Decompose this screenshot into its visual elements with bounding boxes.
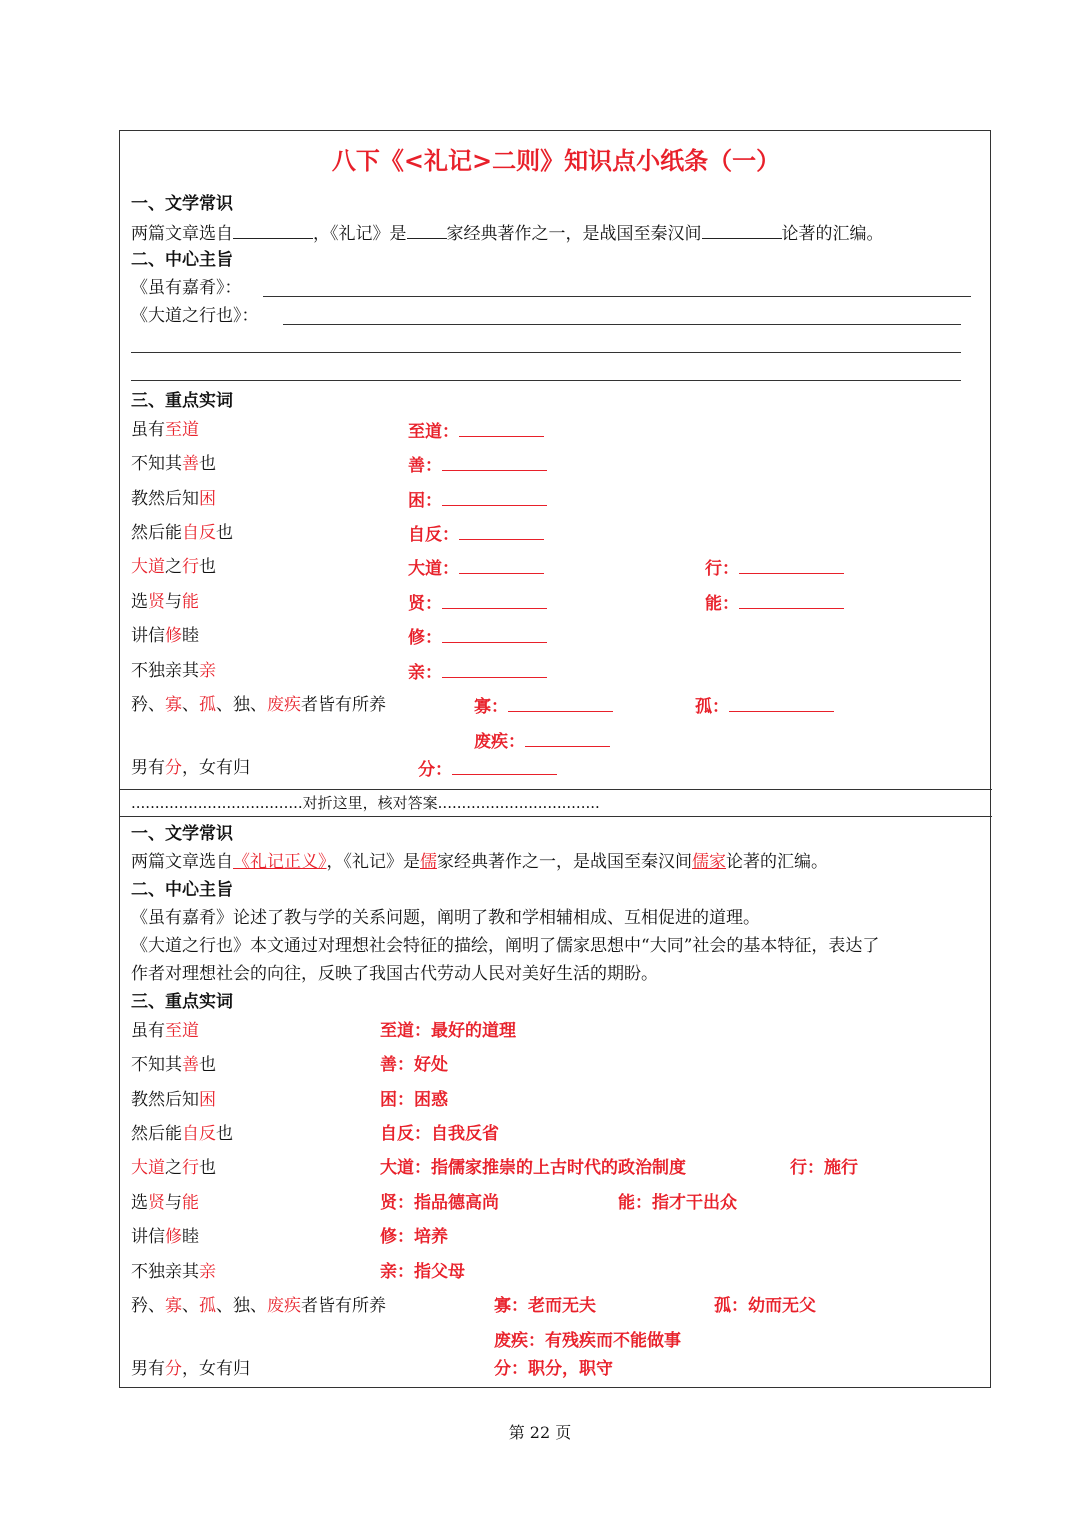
text: 、独、 [216,695,267,715]
text: 分： [418,760,452,780]
key-word: 寡 [165,695,182,715]
text: 虽有 [131,1021,165,1041]
blank[interactable] [442,591,547,609]
blank[interactable] [729,694,834,712]
text: 也 [216,1124,233,1144]
key-word: 废疾 [267,695,301,715]
vocab-phrase [131,1295,386,1317]
text: 也 [199,454,216,474]
blank-school-2[interactable] [702,221,782,239]
vocab-answer: 自反：自我反省 [380,1124,499,1144]
vocab-label [705,591,844,615]
vocab-label [408,453,547,477]
vocab-phrase [131,419,199,441]
theme-q1-label: 《虽有嘉肴》： [131,278,242,298]
bottom-heading-2: 二、中心主旨 [131,880,233,900]
key-word: 修 [165,1227,182,1247]
text: 大道： [408,559,459,579]
page-number: 第 22 页 [508,1423,572,1442]
key-word: 亲 [199,661,216,681]
blank[interactable] [459,522,544,540]
text: 与 [165,592,182,612]
key-word: 行 [182,1158,199,1178]
text: 也 [216,523,233,543]
text: 也 [199,1158,216,1178]
theme-q2-label: 《大道之行也》： [131,306,259,326]
text: 两篇文章选自 [131,852,233,872]
text: 不知其 [131,1055,182,1075]
key-word: 至道 [165,420,199,440]
text: 之 [165,557,182,577]
text: ，《礼记》是 [313,224,407,244]
theme-answer-1: 《虽有嘉肴》论述了教与学的关系问题，阐明了教和学相辅相成、互相促进的道理。 [131,908,760,928]
text: 亲： [408,663,442,683]
vocab-phrase [131,1192,199,1214]
text: 、独、 [216,1296,267,1316]
text: 家经典著作之一，是战国至秦汉间 [437,852,692,872]
key-word: 修 [165,626,182,646]
theme-answer-2a: 《大道之行也》本文通过对理想社会特征的描绘，阐明了儒家思想中“大同”社会的基本特征，表达了 [131,936,880,956]
text: 家经典著作之一，是战国至秦汉间 [446,224,702,244]
key-word: 至道 [165,1021,199,1041]
bottom-heading-1: 一、文学常识 [131,824,233,844]
key-word: 能 [182,592,199,612]
vocab-answer: 修：培养 [380,1227,448,1247]
key-word: 寡 [165,1296,182,1316]
text: 与 [165,1193,182,1213]
text: 能： [705,594,739,614]
vocab-label [408,488,547,512]
key-word: 困 [199,1090,216,1110]
key-word: 分 [165,1359,182,1379]
vocab-label [408,625,547,649]
text: 善： [408,456,442,476]
text: 也 [199,557,216,577]
fold-text: ....................................对折这里，核对答案.................................. [131,794,600,812]
text: 不知其 [131,454,182,474]
text: 不独亲其 [131,661,199,681]
vocab-answer: 行：施行 [790,1158,858,1178]
answer-line[interactable] [131,352,961,353]
vocab-label [474,729,610,753]
vocab-phrase [131,625,199,647]
key-word: 行 [182,557,199,577]
vocab-phrase [131,660,216,682]
text: 教然后知 [131,1090,199,1110]
vocab-phrase [131,757,250,779]
top-heading-2: 二、中心主旨 [131,250,233,270]
text: 贤： [408,594,442,614]
answer-line[interactable] [131,380,961,381]
theme-answer-2b: 作者对理想社会的向往，反映了我国古代劳动人民对美好生活的期盼。 [131,964,658,984]
blank[interactable] [459,419,544,437]
text: ，女有归 [182,758,250,778]
text: 男有 [131,758,165,778]
vocab-answer: 贤：指品德高尚 [380,1193,499,1213]
vocab-label [474,694,613,718]
vocab-phrase [131,1089,216,1111]
vocab-phrase [131,1123,233,1145]
text: 睦 [182,626,199,646]
text: 、 [182,1296,199,1316]
top-heading-3: 三、重点实词 [131,391,233,411]
text: 废疾： [474,732,525,752]
blank-school[interactable] [407,221,447,239]
vocab-phrase [131,591,199,613]
blank-source[interactable] [233,221,313,239]
vocab-answer: 分：职分，职守 [494,1359,613,1379]
blank[interactable] [739,591,844,609]
blank[interactable] [525,729,610,747]
text: 也 [199,1055,216,1075]
page-title: 八下《<礼记>二则》知识点小纸条（一） [331,146,781,175]
vocab-phrase [131,453,216,475]
vocab-answer: 大道：指儒家推崇的上古时代的政治制度 [380,1158,686,1178]
vocab-label [408,591,547,615]
answer: 儒 [420,852,437,872]
text: 两篇文章选自 [131,224,233,244]
text: 困： [408,491,442,511]
top-lit-line [131,221,884,245]
vocab-phrase [131,522,233,544]
text: 修： [408,628,442,648]
text: 选 [131,592,148,612]
vocab-answer: 能：指才干出众 [618,1193,737,1213]
text: 虽有 [131,420,165,440]
text: 然后能 [131,523,182,543]
vocab-answer: 孤：幼而无父 [714,1296,816,1316]
text: 者皆有所养 [301,695,386,715]
blank[interactable] [739,556,844,574]
vocab-label [695,694,834,718]
text: 睦 [182,1227,199,1247]
vocab-label [408,419,544,443]
text: 选 [131,1193,148,1213]
key-word: 大道 [131,557,165,577]
vocab-answer: 善：好处 [380,1055,448,1075]
key-word: 贤 [148,592,165,612]
key-word: 善 [182,454,199,474]
vocab-phrase [131,1020,199,1042]
text: 行： [705,559,739,579]
vocab-label [408,660,547,684]
text: 讲信 [131,626,165,646]
answer: 《礼记正义》 [233,852,327,872]
blank[interactable] [442,453,547,471]
top-heading-1: 一、文学常识 [131,194,233,214]
text: 讲信 [131,1227,165,1247]
answer-line[interactable] [283,324,961,325]
vocab-phrase [131,1358,250,1380]
text: 自反： [408,525,459,545]
text: ，女有归 [182,1359,250,1379]
text: 教然后知 [131,489,199,509]
bottom-lit-line [131,851,828,873]
text: 寡： [474,697,508,717]
text: 男有 [131,1359,165,1379]
vocab-answer: 困：困惑 [380,1090,448,1110]
blank[interactable] [459,556,544,574]
text: 不独亲其 [131,1262,199,1282]
answer: 儒家 [692,852,726,872]
key-word: 自反 [182,1124,216,1144]
key-word: 孤 [199,695,216,715]
blank[interactable] [452,757,557,775]
key-word: 孤 [199,1296,216,1316]
key-word: 废疾 [267,1296,301,1316]
text: 孤： [695,697,729,717]
text: 然后能 [131,1124,182,1144]
vocab-phrase [131,488,216,510]
vocab-label [408,522,544,546]
blank[interactable] [442,625,547,643]
vocab-answer: 寡：老而无夫 [494,1296,596,1316]
vocab-phrase [131,1157,216,1179]
fold-divider [120,789,992,817]
blank[interactable] [508,694,613,712]
text: 矜、 [131,695,165,715]
key-word: 自反 [182,523,216,543]
key-word: 大道 [131,1158,165,1178]
key-word: 困 [199,489,216,509]
vocab-answer: 至道：最好的道理 [380,1021,516,1041]
text: 、 [182,695,199,715]
key-word: 善 [182,1055,199,1075]
worksheet [119,130,991,1388]
key-word: 分 [165,758,182,778]
key-word: 亲 [199,1262,216,1282]
bottom-heading-3: 三、重点实词 [131,992,233,1012]
key-word: 贤 [148,1193,165,1213]
vocab-phrase [131,1054,216,1076]
vocab-phrase [131,694,386,716]
text: 者皆有所养 [301,1296,386,1316]
vocab-phrase [131,556,216,578]
text: 之 [165,1158,182,1178]
vocab-label [408,556,544,580]
text: 论著的汇编。 [726,852,828,872]
key-word: 能 [182,1193,199,1213]
vocab-answer: 废疾：有残疾而不能做事 [494,1331,681,1351]
blank[interactable] [442,488,547,506]
vocab-label [705,556,844,580]
text: 矜、 [131,1296,165,1316]
vocab-answer: 亲：指父母 [380,1262,465,1282]
text: 至道： [408,422,459,442]
text: 论著的汇编。 [781,224,884,244]
vocab-phrase [131,1226,199,1248]
blank[interactable] [442,660,547,678]
text: ，《礼记》是 [326,852,420,872]
vocab-phrase [131,1261,216,1283]
answer-line[interactable] [263,296,971,297]
vocab-label [418,757,557,781]
